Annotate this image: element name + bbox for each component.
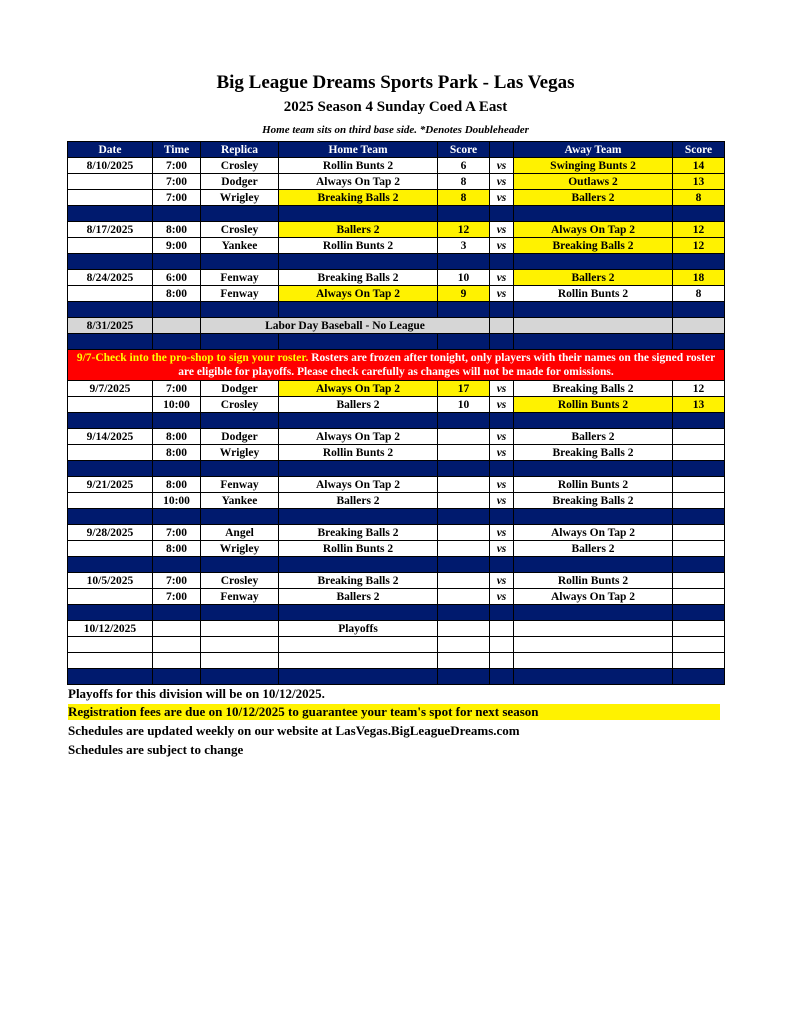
away-team: Ballers 2 [514,270,673,286]
separator-cell [68,669,153,685]
separator-cell [153,334,201,350]
game-replica: Fenway [201,270,279,286]
empty-cell [673,621,725,637]
game-time: 8:00 [153,541,201,557]
separator-cell [673,461,725,477]
separator-cell [201,605,279,621]
separator-cell [673,334,725,350]
home-team: Breaking Balls 2 [279,525,438,541]
game-row [68,381,725,397]
home-score: 3 [438,238,490,254]
separator-cell [279,605,438,621]
week-separator-row [68,413,725,429]
away-score: 14 [673,158,725,174]
separator-cell [153,605,201,621]
separator-cell [438,669,490,685]
separator-cell [673,206,725,222]
game-date [68,238,153,254]
game-row [68,429,725,445]
vs-label: vs [490,158,514,174]
game-replica: Angel [201,525,279,541]
separator-cell [514,669,673,685]
schedule-table [67,141,725,685]
home-team-note: Home team sits on third base side. *Denotes Doubleheader [262,124,529,136]
separator-cell [490,206,514,222]
separator-cell [673,669,725,685]
game-time: 8:00 [153,445,201,461]
game-row [68,573,725,589]
away-team: Swinging Bunts 2 [514,158,673,174]
separator-cell [438,334,490,350]
separator-cell [438,413,490,429]
empty-cell [153,653,201,669]
game-replica: Wrigley [201,541,279,557]
home-score [438,573,490,589]
separator-cell [490,334,514,350]
separator-cell [201,509,279,525]
vs-label: vs [490,381,514,397]
game-date [68,541,153,557]
game-row [68,238,725,254]
separator-cell [68,413,153,429]
away-score: 13 [673,397,725,413]
col-time: Time [153,142,201,158]
page-subtitle: 2025 Season 4 Sunday Coed A East [283,99,508,115]
away-team: Always On Tap 2 [514,222,673,238]
separator-cell [673,413,725,429]
away-team: Breaking Balls 2 [514,381,673,397]
separator-cell [68,334,153,350]
empty-cell [438,637,490,653]
footer-playoffs: Playoffs for this division will be on 10/12/2025. [68,686,325,701]
separator-cell [153,413,201,429]
col-home-team: Home Team [279,142,438,158]
holiday-row [68,318,725,334]
game-time: 7:00 [153,158,201,174]
separator-cell [514,206,673,222]
away-score [673,493,725,509]
separator-cell [201,206,279,222]
vs-label: vs [490,429,514,445]
game-date: 9/14/2025 [68,429,153,445]
separator-cell [438,206,490,222]
game-date: 10/5/2025 [68,573,153,589]
home-team: Always On Tap 2 [279,429,438,445]
game-time: 6:00 [153,270,201,286]
empty-cell [279,653,438,669]
empty-cell [201,621,279,637]
game-time: 9:00 [153,238,201,254]
empty-cell [279,637,438,653]
away-team: Rollin Bunts 2 [514,286,673,302]
game-row [68,445,725,461]
separator-cell [201,413,279,429]
separator-cell [153,206,201,222]
separator-cell [279,254,438,270]
away-score [673,525,725,541]
home-team: Ballers 2 [279,222,438,238]
game-time: 10:00 [153,397,201,413]
home-team: Ballers 2 [279,397,438,413]
vs-label: vs [490,589,514,605]
separator-cell [201,669,279,685]
home-score [438,525,490,541]
home-score: 8 [438,174,490,190]
empty-cell [673,637,725,653]
game-replica: Crosley [201,158,279,174]
game-row [68,525,725,541]
game-time: 10:00 [153,493,201,509]
col-replica: Replica [201,142,279,158]
away-score: 12 [673,222,725,238]
separator-cell [68,557,153,573]
home-team: Breaking Balls 2 [279,270,438,286]
away-team: Always On Tap 2 [514,525,673,541]
separator-cell [68,206,153,222]
roster-notice-lead: 9/7-Check into the pro-shop to sign your roster. [76,352,309,364]
away-team: Rollin Bunts 2 [514,397,673,413]
schedule-body [68,158,725,685]
home-score [438,477,490,493]
separator-cell [438,605,490,621]
separator-cell [490,461,514,477]
empty-cell [490,318,514,334]
vs-label: vs [490,541,514,557]
game-replica: Crosley [201,222,279,238]
footer-website: Schedules are updated weekly on our website at LasVegas.BigLeagueDreams.com [68,723,520,738]
separator-cell [490,509,514,525]
playoff-row [68,621,725,637]
home-score [438,541,490,557]
col-away-team: Away Team [514,142,673,158]
home-team: Always On Tap 2 [279,174,438,190]
game-row [68,190,725,206]
home-score: 8 [438,190,490,206]
game-date [68,174,153,190]
game-replica: Fenway [201,286,279,302]
vs-label: vs [490,222,514,238]
vs-label: vs [490,573,514,589]
separator-cell [279,334,438,350]
separator-cell [673,557,725,573]
game-date [68,445,153,461]
playoff-date: 10/12/2025 [68,621,153,637]
separator-cell [201,254,279,270]
separator-cell [153,302,201,318]
vs-label: vs [490,190,514,206]
vs-label: vs [490,477,514,493]
blank-row [68,637,725,653]
col-date: Date [68,142,153,158]
game-time: 7:00 [153,573,201,589]
col-away-score: Score [673,142,725,158]
week-separator-row [68,254,725,270]
game-row [68,222,725,238]
home-score: 10 [438,397,490,413]
away-score: 8 [673,190,725,206]
game-row [68,541,725,557]
game-date [68,397,153,413]
away-score: 12 [673,381,725,397]
separator-cell [438,461,490,477]
game-row [68,286,725,302]
separator-cell [673,254,725,270]
away-score [673,573,725,589]
roster-notice [68,350,725,381]
away-score [673,589,725,605]
game-time: 7:00 [153,174,201,190]
home-team: Breaking Balls 2 [279,573,438,589]
home-score: 10 [438,270,490,286]
separator-cell [490,302,514,318]
separator-cell [514,605,673,621]
game-replica: Crosley [201,573,279,589]
vs-label: vs [490,445,514,461]
separator-cell [514,461,673,477]
game-replica: Dodger [201,174,279,190]
game-time: 7:00 [153,589,201,605]
separator-cell [490,605,514,621]
separator-cell [279,509,438,525]
vs-label: vs [490,525,514,541]
empty-cell [201,653,279,669]
separator-cell [279,557,438,573]
game-date: 9/21/2025 [68,477,153,493]
separator-cell [438,254,490,270]
separator-cell [201,557,279,573]
game-replica: Crosley [201,397,279,413]
game-time: 7:00 [153,525,201,541]
game-row [68,589,725,605]
separator-cell [153,254,201,270]
empty-cell [438,621,490,637]
home-score: 9 [438,286,490,302]
separator-cell [68,254,153,270]
separator-cell [279,461,438,477]
empty-cell [673,318,725,334]
empty-cell [438,653,490,669]
game-row [68,493,725,509]
week-separator-row [68,461,725,477]
week-separator-row [68,302,725,318]
game-date: 8/24/2025 [68,270,153,286]
home-team: Breaking Balls 2 [279,190,438,206]
col-vs [490,142,514,158]
empty-cell [514,318,673,334]
empty-cell [153,621,201,637]
away-team: Always On Tap 2 [514,589,673,605]
week-separator-row [68,334,725,350]
game-replica: Yankee [201,493,279,509]
separator-cell [673,605,725,621]
away-team: Outlaws 2 [514,174,673,190]
away-score: 13 [673,174,725,190]
empty-cell [514,653,673,669]
empty-cell [514,621,673,637]
away-score [673,541,725,557]
separator-cell [673,302,725,318]
away-score [673,429,725,445]
game-date [68,190,153,206]
separator-cell [153,509,201,525]
separator-cell [514,413,673,429]
home-score [438,589,490,605]
away-score: 18 [673,270,725,286]
home-score: 17 [438,381,490,397]
game-date: 8/10/2025 [68,158,153,174]
game-replica: Wrigley [201,190,279,206]
game-replica: Fenway [201,589,279,605]
separator-cell [514,334,673,350]
game-date: 9/28/2025 [68,525,153,541]
game-row [68,397,725,413]
vs-label: vs [490,493,514,509]
game-date [68,493,153,509]
separator-cell [514,254,673,270]
empty-cell [153,637,201,653]
empty-cell [490,653,514,669]
home-team: Always On Tap 2 [279,286,438,302]
game-time: 8:00 [153,286,201,302]
away-team: Ballers 2 [514,541,673,557]
separator-cell [490,669,514,685]
game-time: 7:00 [153,381,201,397]
empty-cell [673,653,725,669]
vs-label: vs [490,174,514,190]
away-score [673,477,725,493]
game-date [68,589,153,605]
holiday-date: 8/31/2025 [68,318,153,334]
empty-cell [201,637,279,653]
home-score: 6 [438,158,490,174]
header-row [68,142,725,158]
away-score: 12 [673,238,725,254]
footer-registration: Registration fees are due on 10/12/2025 to guarantee your team's spot for next season [68,704,720,720]
home-team: Ballers 2 [279,589,438,605]
roster-notice-text: Rosters are frozen after tonight, only players with their names on the signed roster are eligible for playoffs. Please check carefully as changes will not be made for omissions. [178,352,716,378]
away-team: Breaking Balls 2 [514,445,673,461]
game-replica: Fenway [201,477,279,493]
home-score [438,429,490,445]
col-home-score: Score [438,142,490,158]
separator-cell [438,302,490,318]
separator-cell [201,302,279,318]
game-replica: Yankee [201,238,279,254]
vs-label: vs [490,397,514,413]
separator-cell [153,557,201,573]
separator-cell [490,254,514,270]
home-team: Always On Tap 2 [279,477,438,493]
vs-label: vs [490,286,514,302]
separator-cell [490,557,514,573]
footer-subject-to-change: Schedules are subject to change [68,742,244,757]
home-score [438,493,490,509]
separator-cell [68,302,153,318]
game-time: 8:00 [153,222,201,238]
game-time: 8:00 [153,429,201,445]
game-date: 8/17/2025 [68,222,153,238]
away-team: Rollin Bunts 2 [514,573,673,589]
separator-cell [514,509,673,525]
week-separator-row [68,557,725,573]
separator-cell [68,509,153,525]
game-time: 8:00 [153,477,201,493]
away-score [673,445,725,461]
separator-cell [153,669,201,685]
separator-cell [673,509,725,525]
empty-cell [153,318,201,334]
separator-cell [490,413,514,429]
home-score: 12 [438,222,490,238]
away-team: Rollin Bunts 2 [514,477,673,493]
away-team: Ballers 2 [514,429,673,445]
home-score [438,445,490,461]
game-replica: Wrigley [201,445,279,461]
home-team: Rollin Bunts 2 [279,238,438,254]
empty-cell [68,653,153,669]
game-row [68,477,725,493]
separator-cell [68,461,153,477]
week-separator-row [68,605,725,621]
separator-cell [153,461,201,477]
away-team: Breaking Balls 2 [514,493,673,509]
game-row [68,174,725,190]
separator-cell [279,206,438,222]
vs-label: vs [490,238,514,254]
game-date [68,286,153,302]
holiday-text: Labor Day Baseball - No League [201,318,490,334]
home-team: Rollin Bunts 2 [279,158,438,174]
vs-label: vs [490,270,514,286]
playoff-label: Playoffs [279,621,438,637]
home-team: Rollin Bunts 2 [279,541,438,557]
game-replica: Dodger [201,429,279,445]
away-team: Breaking Balls 2 [514,238,673,254]
away-score: 8 [673,286,725,302]
empty-cell [68,637,153,653]
away-team: Ballers 2 [514,190,673,206]
empty-cell [490,637,514,653]
game-date: 9/7/2025 [68,381,153,397]
home-team: Ballers 2 [279,493,438,509]
home-team: Always On Tap 2 [279,381,438,397]
game-row [68,158,725,174]
roster-notice-row [68,350,725,381]
separator-cell [514,302,673,318]
week-separator-row [68,509,725,525]
separator-cell [279,669,438,685]
game-replica: Dodger [201,381,279,397]
empty-cell [514,637,673,653]
empty-cell [490,621,514,637]
separator-cell [514,557,673,573]
separator-cell [438,557,490,573]
blank-row [68,653,725,669]
week-separator-row [68,206,725,222]
separator-cell [201,461,279,477]
page-title: Big League Dreams Sports Park - Las Vegas [216,72,575,93]
separator-cell [201,334,279,350]
game-row [68,270,725,286]
game-time: 7:00 [153,190,201,206]
separator-cell [68,605,153,621]
week-separator-row [68,669,725,685]
separator-cell [438,509,490,525]
separator-cell [279,413,438,429]
home-team: Rollin Bunts 2 [279,445,438,461]
separator-cell [279,302,438,318]
